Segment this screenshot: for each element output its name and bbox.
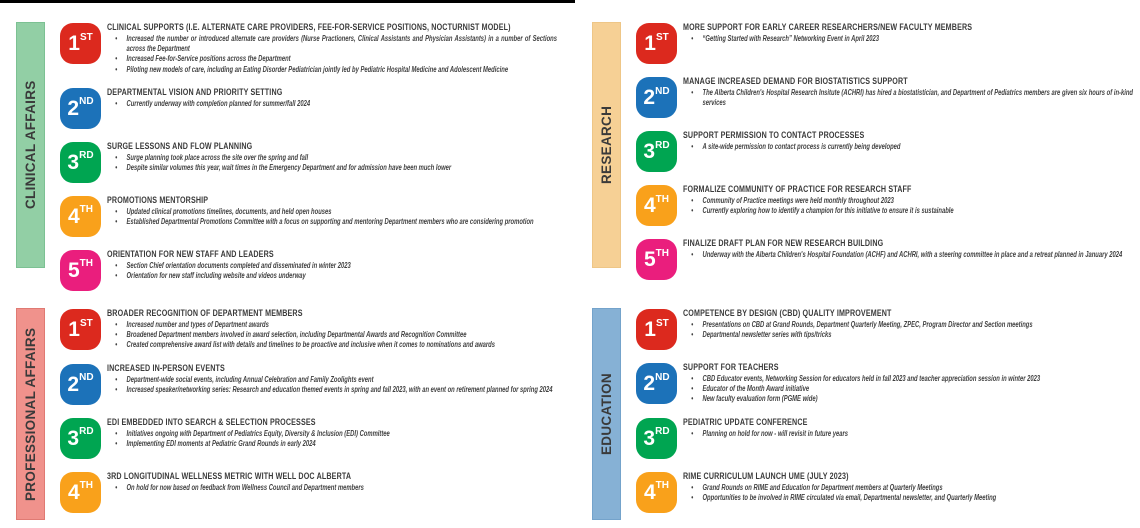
item-title: COMPETENCE BY DESIGN (CBD) QUALITY IMPROVEMENT: [683, 308, 892, 319]
rank-badge-1st: [636, 23, 677, 64]
bullet-list: [683, 483, 1133, 503]
rank-badge-2nd: [60, 364, 101, 405]
list-item: [636, 76, 1140, 118]
list-item: [636, 308, 1140, 350]
bullet-item: • Increased the number or introduced alternate care providers (Nurse Practioners, Clinical Assistants and Physician Assistants) in a number of Sections across the Department: [107, 34, 557, 54]
item-content: [107, 308, 557, 351]
bullet-item: • Increased speaker/networking series: Research and education themed events in spring and fall 2023, with an event on retirement planned for spring 2024: [107, 385, 557, 395]
list-item: [636, 471, 1140, 513]
item-content: [107, 249, 557, 281]
bullet-item: • Department-wide social events, including Annual Celebration and Family Zoolights event: [107, 375, 557, 385]
bullet-list: [683, 142, 1133, 152]
list-item: [636, 362, 1140, 405]
rank-ordinal: TH: [79, 258, 94, 270]
bullet-list: [683, 88, 1133, 108]
item-title: EDI EMBEDDED INTO SEARCH & SELECTION PROCESSES: [107, 416, 316, 428]
item-title: PROMOTIONS MENTORSHIP: [107, 194, 209, 206]
item-list: [636, 308, 1140, 513]
bullet-list: [107, 261, 557, 281]
bullet-list: [107, 207, 557, 227]
list-item: [636, 184, 1140, 226]
rank-badge-1st: [60, 309, 101, 350]
bullet-item: • “Getting Started with Research” Networking Event in April 2023: [683, 34, 1133, 44]
bullet-item: • Increased Fee-for-Service positions across the Department: [107, 54, 557, 64]
section-label-education: EDUCATION: [592, 308, 621, 520]
bullet-list: [107, 375, 557, 395]
rank-badge-4th: [60, 472, 101, 513]
rank-badge-5th: [60, 250, 101, 291]
list-item: [636, 417, 1140, 459]
list-item: [60, 363, 570, 405]
item-title: SUPPORT FOR TEACHERS: [683, 362, 779, 373]
bullet-list: [683, 374, 1133, 405]
rank-number: 3: [67, 150, 80, 174]
bullet-item: • Updated clinical promotions timelines, documents, and held open houses: [107, 207, 557, 217]
section-label-professional-affairs: PROFESSIONAL AFFAIRS: [16, 308, 45, 520]
bullet-item: • Underway with the Alberta Children's Hospital Foundation (ACHF) and ACHRI, with a steering committee in place and a retreat planned in January 2024: [683, 250, 1133, 260]
rank-badge-4th: [60, 196, 101, 237]
item-content: [683, 130, 1133, 152]
rank-badge-3rd: [60, 142, 101, 183]
rank-ordinal: ND: [79, 96, 94, 108]
rank-badge-2nd: [636, 363, 677, 404]
rank-ordinal: ST: [79, 317, 93, 329]
item-title: CLINICAL SUPPORTS (I.E. ALTERNATE CARE PROVIDERS, FEE-FOR-SERVICE POSITIONS, NOCTURNIST MODEL): [107, 22, 511, 33]
bullet-item: • Departmental newsletter series with tips/tricks: [683, 330, 1133, 340]
section-research: [570, 0, 1140, 295]
rank-number: 4: [67, 204, 80, 228]
bullet-list: [683, 196, 1133, 216]
item-content: [683, 76, 1133, 108]
item-content: [107, 141, 557, 173]
rank-number: 4: [643, 194, 656, 217]
section-education: [570, 295, 1140, 528]
bullet-list: [683, 429, 1133, 439]
bullet-item: • Orientation for new staff including website and videos underway: [107, 271, 557, 281]
rank-number: 3: [643, 140, 656, 163]
rank-badge-3rd: [60, 418, 101, 459]
item-title: 3RD LONGITUDINAL WELLNESS METRIC WITH WELL DOC ALBERTA: [107, 470, 352, 482]
item-title: SURGE LESSONS AND FLOW PLANNING: [107, 140, 253, 152]
rank-badge-4th: [636, 185, 677, 226]
rank-ordinal: RD: [79, 426, 94, 438]
item-title: MANAGE INCREASED DEMAND FOR BIOSTATISTICS SUPPORT: [683, 76, 908, 87]
item-content: [107, 195, 557, 227]
section-label-clinical-affairs: CLINICAL AFFAIRS: [16, 22, 45, 268]
bullet-item: • The Alberta Children's Hospital Research Insitute (ACHRI) has hired a biostatistician, and Department of Pediatrics members are given six hours of in-kind services: [683, 88, 1133, 108]
rank-ordinal: TH: [655, 193, 670, 205]
item-content: [107, 363, 557, 395]
item-title: PEDIATRIC UPDATE CONFERENCE: [683, 416, 808, 428]
bullet-item: • CBD Educator events, Networking Session for educators held in fall 2023 and teacher appreciation session in winter 2023: [683, 374, 1133, 384]
bullet-list: [107, 429, 557, 449]
rank-number: 4: [67, 480, 80, 504]
bullet-item: • Piloting new models of care, including an Eating Disorder Pediatrician jointly led by Pediatric Hospital Medicine and Adolescent Medicine: [107, 65, 557, 75]
bullet-item: • Created comprehensive award list with details and timelines to be proactive and inclusive when it comes to nominations and awards: [107, 340, 557, 350]
bullet-item: • Opportunities to be involved in RIME circulated via email, Departmental newsletter, and Quarterly Meeting: [683, 493, 1133, 503]
item-title: MORE SUPPORT FOR EARLY CAREER RESEARCHERS/NEW FACULTY MEMBERS: [683, 22, 973, 33]
rank-ordinal: ND: [79, 372, 94, 384]
list-item: [636, 22, 1140, 64]
rank-ordinal: ND: [655, 371, 670, 383]
list-item: [60, 141, 570, 183]
rank-number: 2: [643, 372, 656, 395]
bullet-item: • A site-wide permission to contact process is currently being developed: [683, 142, 1133, 152]
item-content: [107, 417, 557, 449]
section-professional-affairs: [0, 295, 570, 528]
top-divider-rule: [0, 0, 575, 3]
item-title: FORMALIZE COMMUNITY OF PRACTICE FOR RESEARCH STAFF: [683, 184, 912, 195]
item-title: INCREASED IN-PERSON EVENTS: [107, 362, 225, 374]
bullet-item: • New faculty evaluation form (PGME wide): [683, 394, 1133, 404]
item-content: [683, 308, 1133, 340]
rank-badge-2nd: [60, 88, 101, 129]
rank-number: 1: [644, 318, 656, 341]
bullet-item: • On hold for now based on feedback from Wellness Council and Department members: [107, 483, 557, 493]
rank-number: 2: [67, 372, 80, 396]
item-list: [636, 22, 1140, 280]
bullet-item: • Established Departmental Promotions Committee with a focus on supporting and mentoring Department members who are considering promotion: [107, 217, 557, 227]
bullet-item: • Surge planning took place across the site over the spring and fall: [107, 153, 557, 163]
rank-badge-3rd: [636, 131, 677, 172]
item-title: RIME CURRICULUM LAUNCH UME (JULY 2023): [683, 470, 849, 482]
list-item: [636, 130, 1140, 172]
bullet-list: [683, 250, 1133, 260]
bullet-item: • Section Chief orientation documents completed and disseminated in winter 2023: [107, 261, 557, 271]
item-title: DEPARTMENTAL VISION AND PRIORITY SETTING: [107, 86, 283, 98]
rank-number: 2: [67, 96, 80, 120]
rank-ordinal: ST: [655, 31, 669, 43]
list-item: [60, 249, 570, 291]
rank-ordinal: TH: [655, 480, 670, 492]
rank-badge-5th: [636, 239, 677, 280]
rank-number: 5: [643, 248, 656, 271]
list-item: [60, 22, 570, 75]
rank-badge-1st: [60, 23, 101, 64]
bullet-item: • Despite similar volumes this year, wait times in the Emergency Department and for admission have been much lower: [107, 163, 557, 173]
bullet-item: • Initiatives ongoing with Department of Pediatrics Equity, Diversity & Inclusion (EDI) Committee: [107, 429, 557, 439]
item-title: ORIENTATION FOR NEW STAFF AND LEADERS: [107, 248, 274, 260]
bullet-item: • Increased number and types of Department awards: [107, 320, 557, 330]
bullet-item: • Educator of the Month Award initiative: [683, 384, 1133, 394]
rank-badge-4th: [636, 472, 677, 513]
bullet-item: • Grand Rounds on RIME and Education for Department members at Quarterly Meetings: [683, 483, 1133, 493]
bullet-list: [683, 320, 1133, 340]
bullet-list: [107, 320, 557, 351]
bullet-item: • Community of Practice meetings were held monthly throughout 2023: [683, 196, 1133, 206]
rank-number: 1: [68, 32, 80, 55]
bullet-list: [107, 34, 557, 75]
item-content: [683, 471, 1133, 503]
rank-badge-3rd: [636, 418, 677, 459]
rank-number: 3: [643, 426, 656, 450]
rank-ordinal: TH: [79, 204, 94, 216]
section-clinical-affairs: [0, 0, 570, 295]
section-label-research: RESEARCH: [592, 22, 621, 268]
list-item: [60, 195, 570, 237]
rank-ordinal: ND: [655, 85, 670, 97]
item-content: [107, 22, 557, 75]
bullet-list: [107, 99, 557, 109]
bullet-item: • Presentations on CBD at Grand Rounds, Department Quarterly Meeting, ZPEC, Program Director and Section meetings: [683, 320, 1133, 330]
bullet-item: • Planning on hold for now - will revisit in future years: [683, 429, 1133, 439]
rank-badge-1st: [636, 309, 677, 350]
item-content: [683, 22, 1133, 44]
rank-ordinal: RD: [655, 426, 670, 438]
list-item: [60, 308, 570, 351]
list-item: [60, 87, 570, 129]
item-content: [107, 87, 557, 109]
list-item: [636, 238, 1140, 280]
bullet-item: • Currently exploring how to identify a champion for this initiative to ensure it is sustainable: [683, 206, 1133, 216]
bullet-item: • Implementing EDI moments at Pediatric Grand Rounds in early 2024: [107, 439, 557, 449]
item-title: FINALIZE DRAFT PLAN FOR NEW RESEARCH BUILDING: [683, 238, 884, 249]
item-list: [60, 22, 570, 291]
list-item: [60, 417, 570, 459]
rank-ordinal: ST: [655, 317, 669, 329]
bullet-list: [107, 483, 557, 493]
rank-number: 3: [67, 426, 80, 450]
rank-ordinal: ST: [79, 31, 93, 43]
bullet-item: • Currently underway with completion planned for summer/fall 2024: [107, 99, 557, 109]
bullet-item: • Broadened Department members involved in award selection, including Departmental Awards and Recognition Committee: [107, 330, 557, 340]
item-title: BROADER RECOGNITION OF DEPARTMENT MEMBERS: [107, 308, 303, 319]
item-content: [683, 238, 1133, 260]
list-item: [60, 471, 570, 513]
rank-number: 1: [644, 32, 656, 55]
item-content: [683, 417, 1133, 439]
item-title: SUPPORT PERMISSION TO CONTACT PROCESSES: [683, 130, 865, 141]
rank-ordinal: TH: [655, 247, 670, 259]
item-list: [60, 308, 570, 513]
rank-number: 5: [67, 258, 80, 282]
rank-badge-2nd: [636, 77, 677, 118]
rank-ordinal: RD: [655, 139, 670, 151]
rank-number: 2: [643, 86, 656, 109]
bullet-list: [683, 34, 1133, 44]
rank-ordinal: TH: [79, 480, 94, 492]
bullet-list: [107, 153, 557, 173]
item-content: [107, 471, 557, 493]
item-content: [683, 184, 1133, 216]
rank-ordinal: RD: [79, 150, 94, 162]
item-content: [683, 362, 1133, 405]
rank-number: 1: [68, 318, 80, 341]
rank-number: 4: [643, 480, 656, 504]
